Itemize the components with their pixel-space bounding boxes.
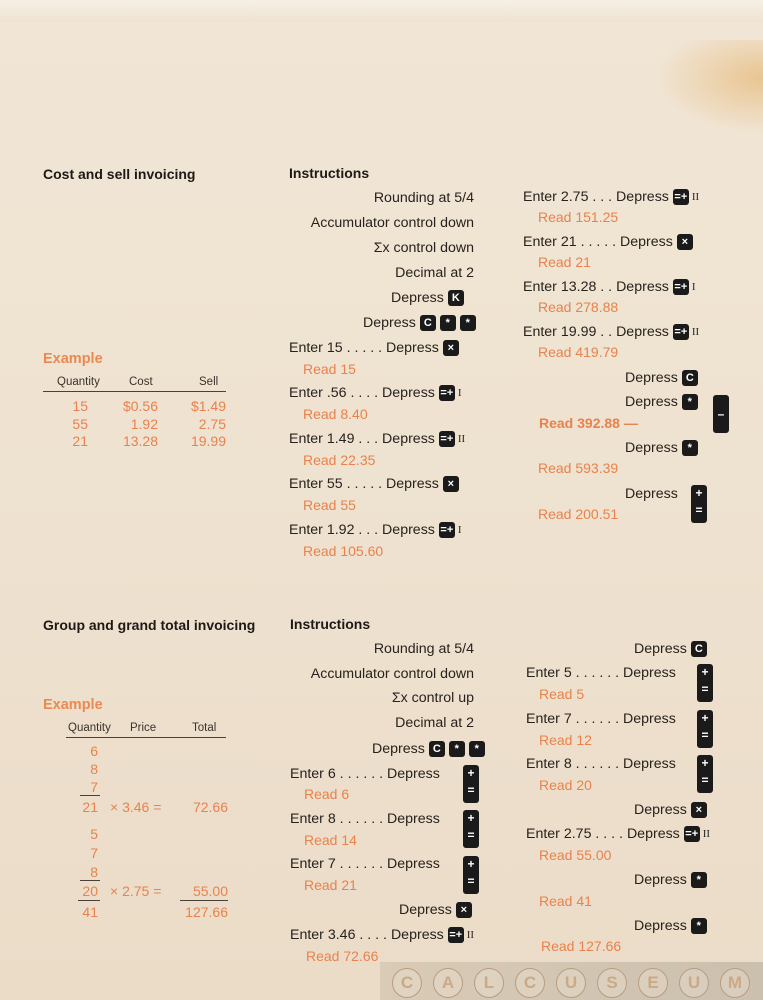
plus-sign: + xyxy=(701,665,709,679)
memory-ii-label: II xyxy=(702,828,711,841)
step-read: Read 5 xyxy=(539,686,585,702)
depress-label: Depress xyxy=(625,486,678,502)
quantity-subtotal: 21 xyxy=(82,799,98,815)
watermark-letter: A xyxy=(433,968,463,998)
depress-label: Depress xyxy=(399,902,452,918)
clear-key-icon: C xyxy=(420,315,436,331)
plus-equals-tall-key-icon xyxy=(697,664,713,702)
table-cell: 13.28 xyxy=(122,433,158,449)
table-cell: 55 xyxy=(72,416,88,432)
star-i-key-icon: * xyxy=(440,315,456,331)
grand-sum-rule xyxy=(78,900,100,901)
multiply-key-icon: × xyxy=(443,476,459,492)
plus-sign: + xyxy=(467,811,475,825)
group-total: 55.00 xyxy=(192,883,228,899)
equals-plus-key-icon: =+ xyxy=(440,524,454,537)
table-cell: 1.92 xyxy=(130,416,158,432)
step-read: Read 55 xyxy=(303,497,356,513)
step-enter: Enter 6 . . . . . . Depress xyxy=(290,766,440,782)
step-enter xyxy=(289,385,462,401)
step-read: Read 200.51 xyxy=(538,506,619,522)
depress-label: Depress xyxy=(634,802,687,818)
step-enter xyxy=(526,826,710,842)
table-header-rule xyxy=(66,737,226,738)
enter-text: Enter 1.49 . . . Depress xyxy=(289,431,435,447)
step-read: Read 15 xyxy=(303,361,356,377)
clear-key-icon: C xyxy=(682,370,698,386)
example-label-1: Example xyxy=(43,351,103,367)
setup-rounding: Rounding at 5/4 xyxy=(373,190,474,206)
grand-sum-rule xyxy=(180,900,228,901)
memory-ii-label: II xyxy=(457,433,466,446)
multiply-price: × 3.46 = xyxy=(110,799,162,815)
depress-label: Depress xyxy=(372,741,425,757)
watermark-letter: C xyxy=(515,968,545,998)
equals-sign: = xyxy=(695,503,703,517)
col-header-total: Total xyxy=(192,722,217,734)
sum-rule xyxy=(80,880,100,881)
depress-step xyxy=(625,394,698,410)
step-enter xyxy=(289,522,462,538)
multiply-key-icon: × xyxy=(691,802,707,818)
setup-decimal: Decimal at 2 xyxy=(395,265,474,281)
grand-total: 127.66 xyxy=(185,904,228,920)
memory-i-label: I xyxy=(691,281,696,294)
col-header-sell: Sell xyxy=(199,376,219,388)
table-cell: 21 xyxy=(72,433,88,449)
watermark-letter: M xyxy=(720,968,750,998)
plus-sign: + xyxy=(701,756,709,770)
multiply-key-icon: × xyxy=(677,234,693,250)
step-read: Read 21 xyxy=(538,254,591,270)
enter-text: Enter 55 . . . . . Depress xyxy=(289,476,439,492)
col-header-quantity: Quantity xyxy=(57,376,100,388)
step-read: Read 6 xyxy=(304,786,350,802)
equals-plus-key-icon: =+ xyxy=(674,281,688,294)
watermark-letter: U xyxy=(556,968,586,998)
star-ii-key-icon: * xyxy=(460,315,476,331)
step-enter xyxy=(289,431,465,447)
step-read: Read 419.79 xyxy=(538,344,619,360)
plus-sign: + xyxy=(467,857,475,871)
sum-rule xyxy=(80,795,100,796)
step-read: Read 21 xyxy=(304,877,357,893)
memory-i-label: I xyxy=(457,524,462,537)
setup-accumulator: Accumulator control down xyxy=(310,666,474,682)
clear-key-icon: C xyxy=(429,741,445,757)
instructions-heading-2: Instructions xyxy=(290,616,371,632)
depress-label: Depress xyxy=(625,370,678,386)
equals-plus-key-icon: =+ xyxy=(449,929,463,942)
watermark-letter: C xyxy=(392,968,422,998)
enter-text: Enter 3.46 . . . . Depress xyxy=(290,927,444,943)
step-enter xyxy=(523,279,696,295)
step-enter: Enter 7 . . . . . . Depress xyxy=(526,711,676,727)
star-i-key-icon: * xyxy=(449,741,465,757)
equals-sign: = xyxy=(467,874,475,888)
multiply-key-icon: × xyxy=(443,340,459,356)
setup-sigma-x: Σx control up xyxy=(391,690,474,706)
depress-step xyxy=(399,902,472,918)
plus-sign: + xyxy=(467,766,475,780)
enter-text: Enter 2.75 . . . Depress xyxy=(523,189,669,205)
plus-sign: + xyxy=(701,711,709,725)
depress-step xyxy=(391,290,464,306)
step-enter: Enter 8 . . . . . . Depress xyxy=(526,756,676,772)
equals-plus-key-icon: =+ xyxy=(440,387,454,400)
step-enter xyxy=(289,476,459,492)
depress-step xyxy=(372,741,485,757)
memory-ii-label: II xyxy=(691,191,700,204)
table-cell: $1.49 xyxy=(190,398,226,414)
table-header-rule xyxy=(43,391,226,392)
step-read: Read 151.25 xyxy=(538,209,619,225)
depress-label: Depress xyxy=(625,440,678,456)
step-read: Read 278.88 xyxy=(538,299,619,315)
equals-sign: = xyxy=(701,682,709,696)
quantity-cell: 7 xyxy=(90,779,98,795)
plus-equals-tall-key-icon xyxy=(463,856,479,894)
grand-quantity: 41 xyxy=(82,904,98,920)
depress-label: Depress xyxy=(634,918,687,934)
step-enter xyxy=(289,340,459,356)
step-read: Read 20 xyxy=(539,777,592,793)
clear-key-icon: C xyxy=(691,641,707,657)
step-enter: Enter 7 . . . . . . Depress xyxy=(290,856,440,872)
k-key-icon: K xyxy=(448,290,464,306)
depress-step xyxy=(634,641,707,657)
equals-sign: = xyxy=(701,728,709,742)
plus-equals-tall-key-icon xyxy=(697,755,713,793)
equals-sign: = xyxy=(701,773,709,787)
memory-i-label: I xyxy=(457,387,462,400)
star-i-key-icon: * xyxy=(691,872,707,888)
section-title-group-total: Group and grand total invoicing xyxy=(43,617,256,633)
plus-sign: + xyxy=(695,486,703,500)
depress-step xyxy=(625,370,698,386)
enter-text: Enter 1.92 . . . Depress xyxy=(289,522,435,538)
depress-label: Depress xyxy=(634,641,687,657)
page-top-edge xyxy=(0,0,763,22)
enter-text: Enter 2.75 . . . . Depress xyxy=(526,826,680,842)
col-header-cost: Cost xyxy=(129,376,153,388)
step-read: Read 392.88 — xyxy=(539,415,638,431)
star-ii-key-icon: * xyxy=(469,741,485,757)
depress-label: Depress xyxy=(634,872,687,888)
step-read: Read 55.00 xyxy=(539,847,612,863)
plus-equals-tall-key-icon xyxy=(697,710,713,748)
step-read: Read 41 xyxy=(539,893,592,909)
watermark-letter: U xyxy=(679,968,709,998)
step-read: Read 12 xyxy=(539,732,592,748)
step-read: Read 105.60 xyxy=(303,543,384,559)
star-ii-key-icon: * xyxy=(682,440,698,456)
depress-label: Depress xyxy=(391,290,444,306)
quantity-cell: 8 xyxy=(90,864,98,880)
step-read: Read 127.66 xyxy=(541,938,622,954)
step-enter xyxy=(523,189,699,205)
setup-rounding: Rounding at 5/4 xyxy=(373,641,474,657)
watermark-letter: S xyxy=(597,968,627,998)
step-enter: Enter 8 . . . . . . Depress xyxy=(290,811,440,827)
section-title-cost-sell: Cost and sell invoicing xyxy=(43,166,196,182)
quantity-cell: 6 xyxy=(90,743,98,759)
equals-plus-key-icon: =+ xyxy=(685,828,699,841)
table-cell: 15 xyxy=(72,398,88,414)
step-enter xyxy=(523,324,699,340)
depress-step xyxy=(634,872,707,888)
quantity-cell: 7 xyxy=(90,845,98,861)
depress-label: Depress xyxy=(363,315,416,331)
star-ii-key-icon: * xyxy=(691,918,707,934)
plus-equals-tall-key-icon xyxy=(691,485,707,523)
equals-plus-key-icon: =+ xyxy=(440,433,454,446)
watermark-letter: E xyxy=(638,968,668,998)
table-cell: 2.75 xyxy=(198,416,226,432)
depress-step xyxy=(363,315,476,331)
depress-step xyxy=(625,486,678,502)
step-read: Read 22.35 xyxy=(303,452,376,468)
step-read: Read 72.66 xyxy=(306,948,379,964)
table-cell: 19.99 xyxy=(190,433,226,449)
step-enter xyxy=(290,927,474,943)
equals-plus-key-icon: =+ xyxy=(674,191,688,204)
equals-sign: = xyxy=(467,828,475,842)
table-cell: $0.56 xyxy=(122,398,158,414)
watermark-letter: L xyxy=(474,968,504,998)
step-enter xyxy=(523,234,693,250)
plus-equals-tall-key-icon xyxy=(463,765,479,803)
multiply-price: × 2.75 = xyxy=(110,883,162,899)
equals-sign: = xyxy=(467,783,475,797)
setup-decimal: Decimal at 2 xyxy=(395,715,474,731)
step-read: Read 14 xyxy=(304,832,357,848)
quantity-cell: 8 xyxy=(90,761,98,777)
depress-step xyxy=(634,918,707,934)
quantity-cell: 5 xyxy=(90,826,98,842)
enter-text: Enter 15 . . . . . Depress xyxy=(289,340,439,356)
enter-text: Enter .56 . . . . Depress xyxy=(289,385,435,401)
page-stain xyxy=(653,40,763,135)
multiply-key-icon: × xyxy=(456,902,472,918)
depress-label: Depress xyxy=(625,394,678,410)
step-enter: Enter 5 . . . . . . Depress xyxy=(526,665,676,681)
step-read: Read 593.39 xyxy=(538,460,619,476)
step-read: Read 8.40 xyxy=(303,406,368,422)
col-header-price: Price xyxy=(130,722,157,734)
memory-ii-label: II xyxy=(691,326,700,339)
enter-text: Enter 19.99 . . Depress xyxy=(523,324,669,340)
col-header-quantity: Quantity xyxy=(68,722,111,734)
example-label-2: Example xyxy=(43,697,103,713)
enter-text: Enter 13.28 . . Depress xyxy=(523,279,669,295)
star-i-key-icon: * xyxy=(682,394,698,410)
instructions-heading-1: Instructions xyxy=(289,165,370,181)
depress-step xyxy=(625,440,698,456)
setup-accumulator: Accumulator control down xyxy=(310,215,474,231)
enter-text: Enter 21 . . . . . Depress xyxy=(523,234,673,250)
memory-ii-label: II xyxy=(466,929,475,942)
group-total: 72.66 xyxy=(192,799,228,815)
equals-plus-key-icon: =+ xyxy=(674,326,688,339)
setup-sigma-x: Σx control down xyxy=(373,240,474,256)
depress-step xyxy=(634,802,707,818)
minus-tall-key-icon: – xyxy=(713,395,729,433)
quantity-subtotal: 20 xyxy=(82,883,98,899)
plus-equals-tall-key-icon xyxy=(463,810,479,848)
